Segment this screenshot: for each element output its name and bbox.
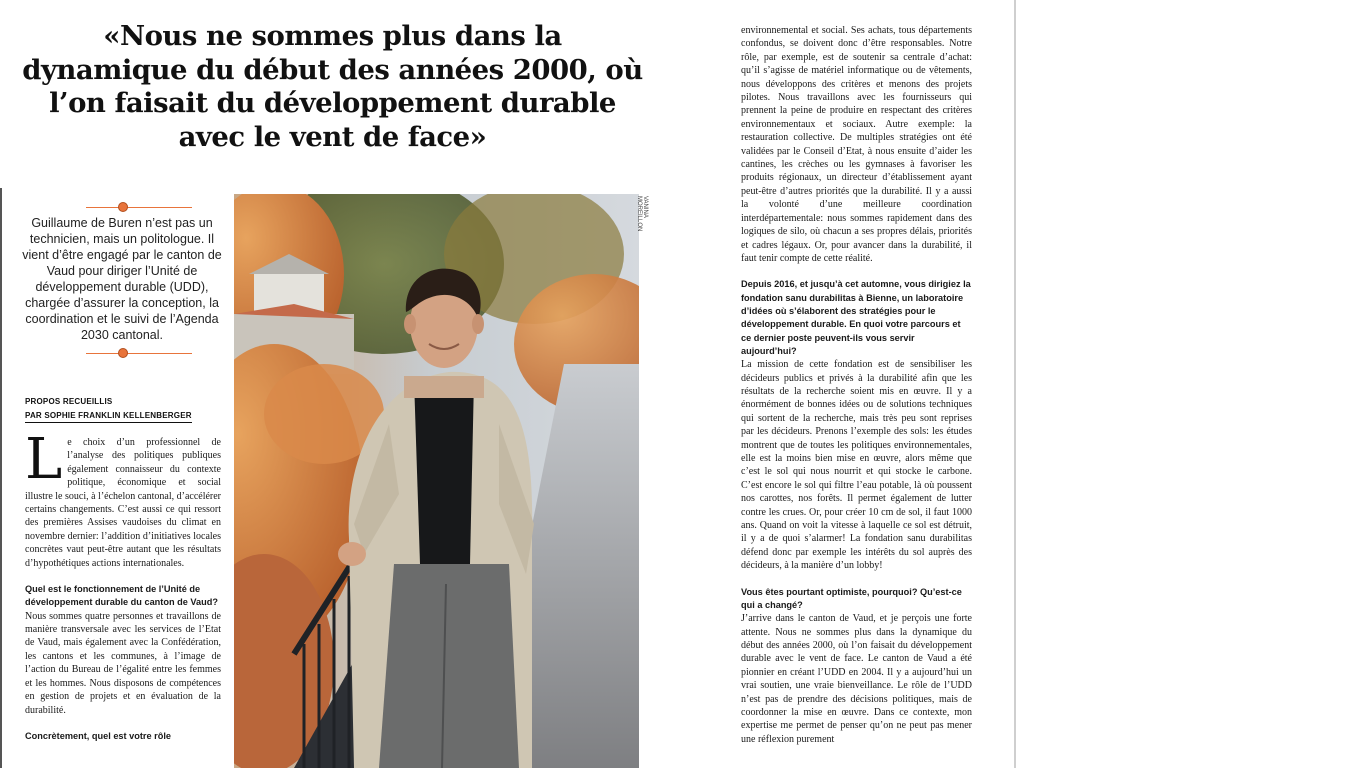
- answer-paragraph: Nous sommes quatre personnes et travaillons de manière transversale avec les services de l’Etat de Vaud, mais également avec la Confédération, les cantons et les communes, à l’image de l’action du Bureau de l’égalité entre les femmes et les hommes. Nous disposons de compétences en gestion de projets et en évaluation de la durabilité.: [25, 610, 221, 716]
- column-right: [741, 24, 972, 746]
- page-edge-mark: [0, 188, 2, 768]
- author-byline: PAR SOPHIE FRANKLIN KELLENBERGER: [25, 411, 192, 423]
- intro-top-rule: [86, 207, 192, 208]
- photo-credit: VANINA MOREILLON: [636, 196, 648, 232]
- answer-paragraph: J’arrive dans le canton de Vaud, et je perçois une forte attente. Nous ne sommes plus dans la dynamique du début des années 2000, où l’on faisait du développement durable avec le vent de face. Le canton de Vaud a été pionnier en créant l’UDD en 2004. Il y a aujourd’hui un vrai soutien, une vraie bienveillance. Le rôle de l’UDD n’est pas de prendre des décisions politiques, mais de coordonner la mise en œuvre. Dans ce contexte, mon expertise me permet de penser qu’on ne peut pas mener une réflexion purement: [741, 613, 972, 745]
- intro-bottom-dot: [118, 348, 128, 358]
- intro-top-dot: [118, 202, 128, 212]
- intro-bottom-rule: [86, 353, 192, 354]
- question: Vous êtes pourtant optimiste, pourquoi? Qu’est-ce qui a changé?: [741, 586, 962, 610]
- column-left: [25, 427, 222, 743]
- question: Concrètement, quel est votre rôle: [25, 730, 172, 741]
- answer-paragraph: environnemental et social. Ses achats, tous départements confondus, se doivent donc d’être responsables. Notre rôle, par exemple, est de soutenir sa centrale d’achat: qu’il s’agisse de matériel informatique ou de vêtements, nous développons des critères et menons des projets pilotes. Nous travaillons avec les fournisseurs qui prennent la peine de produire en respectant des critères environnementaux et sociaux. Autre exemple: la restauration collective. De multiples stratégies ont été validées par le Conseil d’Etat, à nous ensuite d’aider les cantines, les crèches ou les gymnases à favoriser les produits régionaux, un directeur d’établissement ayant peut-être d’autres priorités que la durabilité. Il y a aussi la volonté d’une meilleure coordination interdépartementale: nous sommes rapidement dans des logiques de silo, où chacun a ses propres délais, priorités et cadres légaux. Or, pour avancer dans la durabilité, il faut tenir compte de cette réalité.: [741, 25, 972, 264]
- intro-standfirst: Guillaume de Buren n’est pas un technicien, mais un politologue. Il vient d’être engagé par le canton de Vaud pour diriger l’Unité de développement durable (UDD), chargée d’assurer la conception, la coordination et le suivi de l’Agenda 2030 cantonal.: [22, 216, 222, 342]
- question: Quel est le fonctionnement de l’Unité de développement durable du canton de Vaud?: [25, 584, 218, 608]
- answer-paragraph: La mission de cette fondation est de sensibiliser les décideurs publics et privés à la durabilité afin que les résultats de la recherche soient mis en œuvre. Il y a énormément de bonnes idées ou de solutions techniques qui sortent de la recherche, mais très peu sont reprises par les décideurs. Prenons l’exemple des sols: les études montrent que de toutes les politiques environnementales, elle est la moins bien mise en œuvre, alors même que c’est le sol qui nous nourrit et qui stocke le carbone. C’est encore le sol qui filtre l’eau potable, là où poussent nos carottes, nos forêts. Il permet également de lutter contre les crues. Or, pour créer 10 cm de sol, il faut 1000 ans. Quand on voit la vitesse à laquelle ce sol est détruit, il y a de quoi s’alarmer! La fondation sanu durabilitas défend donc par exemple les intérêts du sol auprès des décideurs, à la manière d’un lobby!: [741, 359, 972, 572]
- viewer-empty-pane: [1016, 0, 1369, 768]
- question: Depuis 2016, et jusqu’à cet automne, vous dirigiez la fondation sanu durabilitas à Bienne, un laboratoire d’idées où s’élaborent des stratégies pour le développement durable. En quoi votre parcours et ce dernier poste peuvent-ils vous servir aujourd’hui?: [741, 279, 971, 356]
- lead-paragraph: e choix d’un professionnel de l’analyse des politiques publiques également connaisseur du contexte politique, économique et social illustre le souci, à l’échelon cantonal, d’accélérer certains changements. C’est aussi ce qui ressort des premières Assises vaudoises du climat en novembre dernier: l’addition d’initiatives locales concrètes vaut peut-être autant que les résultats d’hypothétiques actions internationales.: [25, 437, 222, 569]
- portrait-photo-image: [234, 194, 639, 768]
- portrait-photo: [234, 194, 639, 768]
- headline: «Nous ne sommes plus dans la dynamique du début des années 2000, où l’on faisait du développement durable avec le vent de face»: [22, 20, 643, 153]
- credit-label: PROPOS RECUEILLIS: [25, 397, 113, 406]
- dropcap: L: [25, 427, 63, 492]
